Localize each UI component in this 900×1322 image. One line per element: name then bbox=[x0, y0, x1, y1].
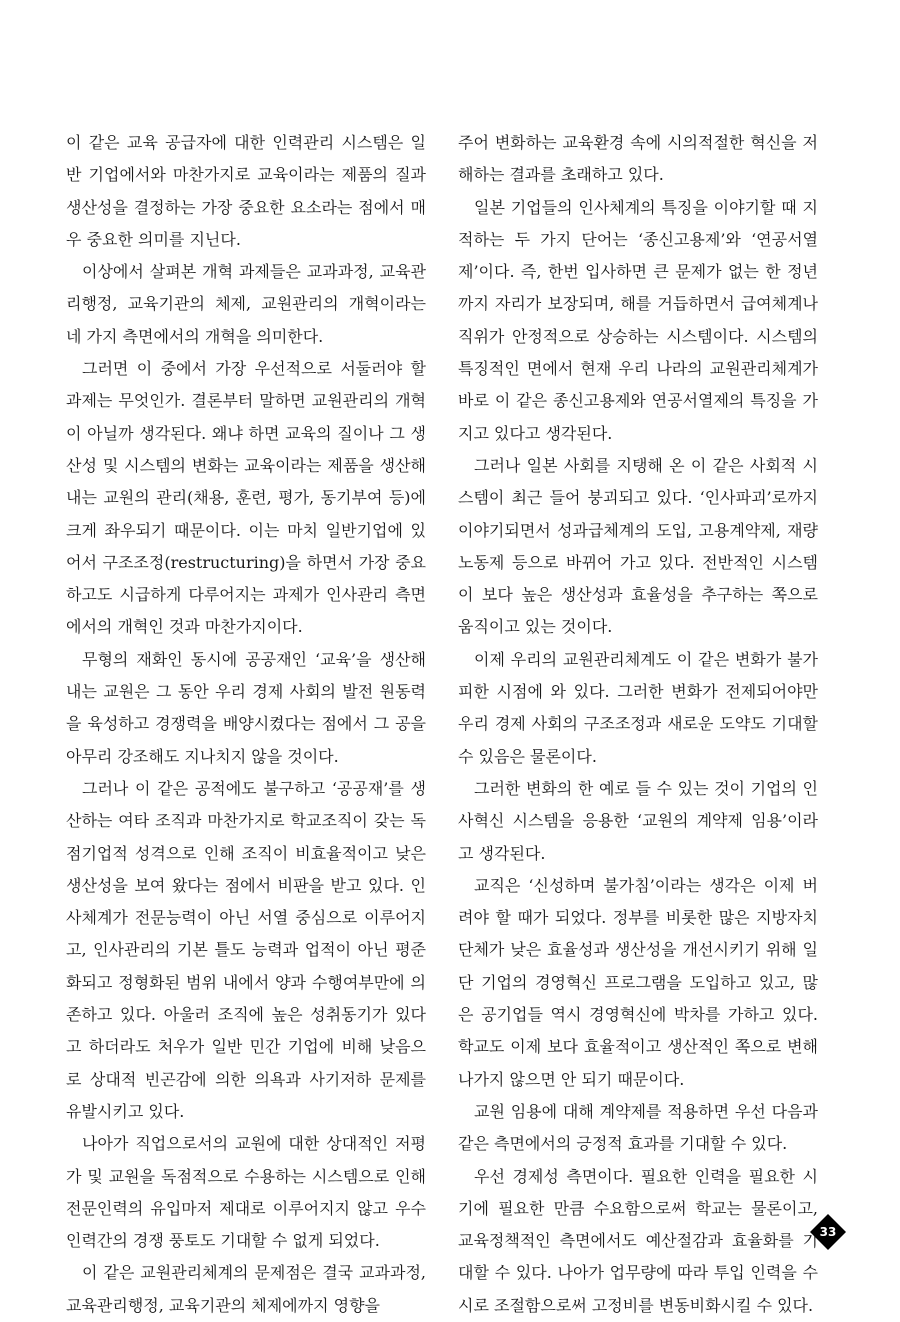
paragraph: 그러나 일본 사회를 지탱해 온 이 같은 사회적 시스템이 최근 들어 붕괴되고 있다. ‘인사파괴’로까지 이야기되면서 성과급체계의 도입, 고용계약제, 재량노동제 등으로 바뀌어 가고 있다. 전반적인 시스템이 보다 높은 생산성과 효율성을 추구하는 쪽으로 움직이고 있는 것이다. bbox=[458, 455, 818, 637]
paragraph: 이 같은 교육 공급자에 대한 인력관리 시스템은 일반 기업에서와 마찬가지로 교육이라는 제품의 질과 생산성을 결정하는 가장 중요한 요소라는 점에서 매우 중요한 의미를 지닌다. bbox=[66, 133, 426, 249]
paragraph: 나아가 직업으로서의 교원에 대한 상대적인 저평가 및 교원을 독점적으로 수용하는 시스템으로 인해 전문인력의 유입마저 제대로 이루어지지 않고 우수 인력간의 경쟁 풍토도 기대할 수 없게 되었다. bbox=[66, 1134, 426, 1251]
paragraph: 이제 우리의 교원관리체계도 이 같은 변화가 불가피한 시점에 와 있다. 그러한 변화가 전제되어야만 우리 경제 사회의 구조조정과 새로운 도약도 기대할 수 있음은 물론이다. bbox=[458, 649, 818, 766]
paragraph: 그러면 이 중에서 가장 우선적으로 서둘러야 할 과제는 무엇인가. 결론부터 말하면 교원관리의 개혁이 아닐까 생각된다. 왜냐 하면 교육의 질이나 그 생산성 및 시스템의 변화는 교육이라는 제품을 생산해 내는 교원의 관리(채용, 훈련, 평가, 동기부여 등)에 크게 좌우되기 때문이다. 이는 마치 일반기업에 있어서 구조조정(restructuring)을 하면서 가장 중요하고도 시급하게 다루어지는 과제가 인사관리 측면에서의 개혁인 것과 마찬가지이다. bbox=[66, 359, 426, 637]
paragraph: 그러한 변화의 한 예로 들 수 있는 것이 기업의 인사혁신 시스템을 응용한 ‘교원의 계약제 임용’이라고 생각된다. bbox=[458, 778, 818, 863]
right-column bbox=[458, 127, 818, 1322]
paragraph: 우선 경제성 측면이다. 필요한 인력을 필요한 시기에 필요한 만큼 수요함으로써 학교는 물론이고, 교육정책적인 측면에서도 예산절감과 효율화를 기대할 수 있다. 나아가 업무량에 따라 투입 인력을 수시로 조절함으로써 고정비를 변동비화시킬 수 있다. bbox=[458, 1166, 818, 1315]
paragraph: 주어 변화하는 교육환경 속에 시의적절한 혁신을 저해하는 결과를 초래하고 있다. bbox=[458, 133, 818, 185]
paragraph: 일본 기업들의 인사체계의 특징을 이야기할 때 지적하는 두 가지 단어는 ‘종신고용제’와 ‘연공서열제’이다. 즉, 한번 입사하면 큰 문제가 없는 한 정년까지 자리가 보장되며, 해를 거듭하면서 급여체계나 직위가 안정적으로 상승하는 시스템이다. 시스템의 특징적인 면에서 현재 우리 나라의 교원관리체계가 바로 이 같은 종신고용제와 연공서열제의 특징을 가지고 있다고 생각된다. bbox=[458, 197, 818, 443]
left-column bbox=[66, 127, 426, 1322]
paragraph: 무형의 재화인 동시에 공공재인 ‘교육’을 생산해 내는 교원은 그 동안 우리 경제 사회의 발전 원동력을 육성하고 경쟁력을 배양시켰다는 점에서 그 공을 아무리 강조해도 지나치지 않을 것이다. bbox=[66, 649, 426, 766]
paragraph: 이상에서 살펴본 개혁 과제들은 교과과정, 교육관리행정, 교육기관의 체제, 교원관리의 개혁이라는 네 가지 측면에서의 개혁을 의미한다. bbox=[66, 262, 426, 346]
page-number: 33 bbox=[819, 1225, 837, 1239]
paragraph: 교직은 ‘신성하며 불가침’이라는 생각은 이제 버려야 할 때가 되었다. 정부를 비롯한 많은 지방자치단체가 낮은 효율성과 생산성을 개선시키기 위해 일단 기업의 경영혁신 프로그램을 도입하고 있고, 많은 공기업들 역시 경영혁신에 박차를 가하고 있다. 학교도 이제 보다 효율적이고 생산적인 쪽으로 변해 나가지 않으면 안 되기 때문이다. bbox=[458, 875, 818, 1089]
paragraph: 그러나 이 같은 공적에도 불구하고 ‘공공재’를 생산하는 여타 조직과 마찬가지로 학교조직이 갖는 독점기업적 성격으로 인해 조직이 비효율적이고 낮은 생산성을 보여 왔다는 점에서 비판을 받고 있다. 인사체계가 전문능력이 아닌 서열 중심으로 이루어지고, 인사관리의 기본 틀도 능력과 업적이 아닌 평준화되고 정형화된 범위 내에서 양과 수행여부만에 의존하고 있다. 아울러 조직에 높은 성취동기가 있다고 하더라도 처우가 일반 민간 기업에 비해 낮음으로 상대적 빈곤감에 의한 의욕과 사기저하 문제를 유발시키고 있다. bbox=[66, 778, 426, 1121]
paragraph: 이 같은 교원관리체계의 문제점은 결국 교과과정, 교육관리행정, 교육기관의 체제에까지 영향을 bbox=[66, 1263, 426, 1315]
page-number-badge bbox=[810, 1214, 846, 1250]
paragraph: 교원 임용에 대해 계약제를 적용하면 우선 다음과 같은 측면에서의 긍정적 효과를 기대할 수 있다. bbox=[458, 1101, 818, 1154]
